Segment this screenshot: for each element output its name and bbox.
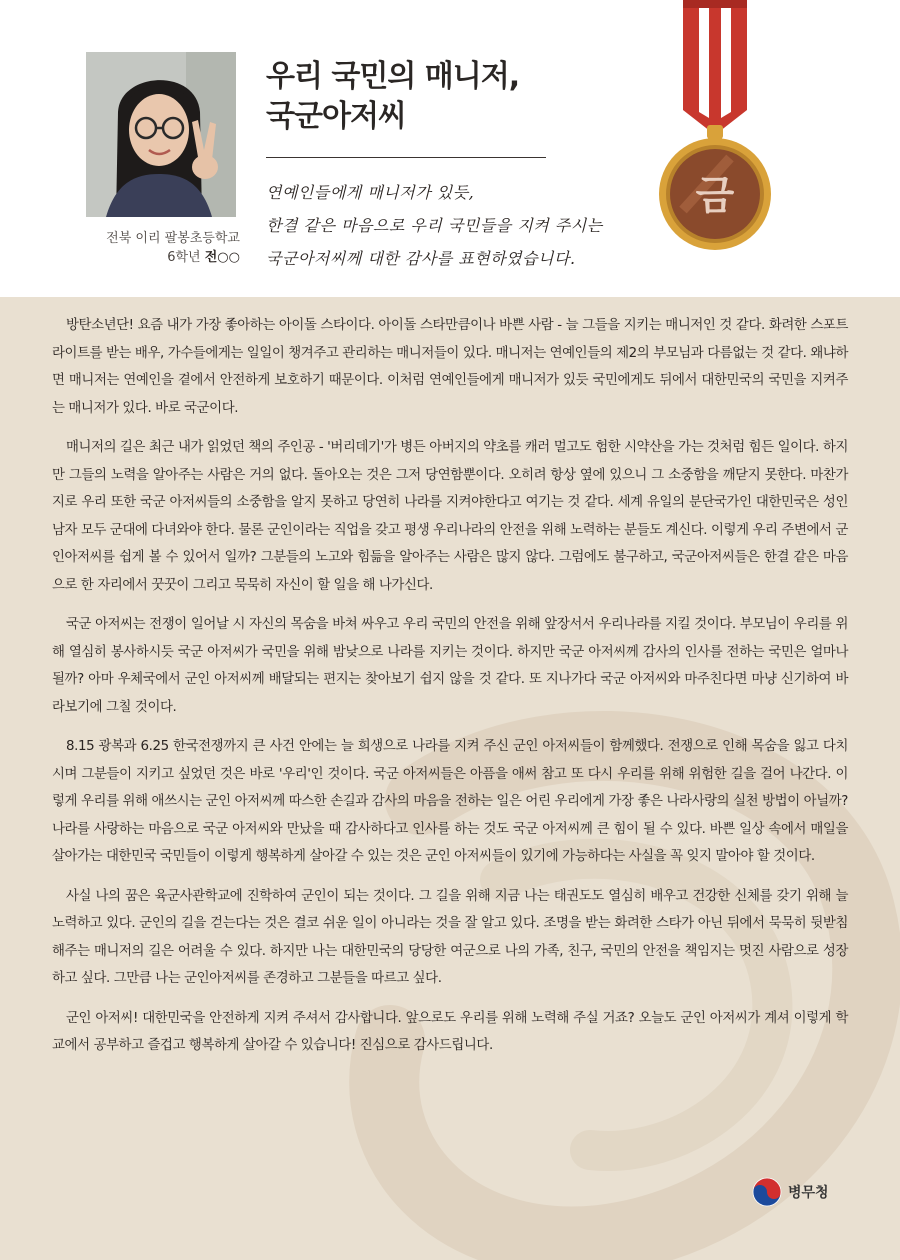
title-divider (266, 157, 546, 158)
paragraph-4: 8.15 광복과 6.25 한국전쟁까지 큰 사건 안에는 늘 희생으로 나라를 지켜 주신 군인 아저씨들이 함께했다. 전쟁으로 인해 목숨을 잃고 다치시며 그분들이 지키고 싶었던 것은 바로 '우리'인 것이다. 국군 아저씨들은 아픔을 애써 참고 또 다시 우리를 위해 위험한 길을 걸어 나간다. 이렇게 우리를 위해 애쓰시는 군인 아저씨께 따스한 손길과 감사의 마음을 전하는 일은 어린 우리에게 가장 좋은 나라사랑의 실천 방법이 아닐까? 나라를 사랑하는 마음으로 국군 아저씨와 만났을 때 감사하다고 인사를 하는 것도 국군 아저씨께 큰 힘이 될 수 있다. 바쁜 일상 속에서 매일을 살아가는 대한민국 국민들이 이렇게 행복하게 살아갈 수 있는 것은 군인 아저씨들이 있기에 가능하다는 사실을 꼭 잊지 말아야 할 것이다. (52, 739, 848, 864)
subtitle-line-1: 연예인들에게 매니저가 있듯, (266, 183, 475, 202)
paragraph-3: 국군 아저씨는 전쟁이 일어날 시 자신의 목숨을 바쳐 싸우고 우리 국민의 안전을 위해 앞장서서 우리나라를 지킬 것이다. 부모님이 우리를 위해 열심히 봉사하시듯 국군 아저씨가 국민을 위해 밤낮으로 나라를 지키는 것이다. 하지만 국군 아저씨께 감사의 인사를 전하는 국민은 얼마나 될까? 아마 우체국에서 군인 아저씨께 배달되는 편지는 찾아보기 쉽지 않을 것 같다. 또 지나가다 국군 아저씨와 마주친다면 마냥 신기하여 바라보기에 그칠 것이다. (52, 617, 848, 715)
paragraph-5: 사실 나의 꿈은 육군사관학교에 진학하여 군인이 되는 것이다. 그 길을 위해 지금 나는 태권도도 열심히 배우고 건강한 신체를 갖기 위해 늘 노력하고 있다. 군인의 길을 걷는다는 것은 결코 쉬운 일이 아니라는 것을 잘 알고 있다. 조명을 받는 화려한 스타가 아닌 뒤에서 묵묵히 뒷받침해주는 매니저의 길은 어려울 수 있다. 하지만 나는 대한민국의 당당한 여군으로 나의 가족, 친구, 국민의 안전을 책임지는 멋진 사람으로 성장하고 싶다. 그만큼 나는 군인아저씨를 존경하고 그분들을 따르고 싶다. (52, 888, 848, 986)
author-grade-name (60, 248, 240, 267)
title-line-2: 국군아저씨 (266, 99, 406, 134)
subtitle-line-3: 국군아저씨께 대한 감사를 표현하였습니다. (266, 249, 576, 268)
logo-text: 병무청 (788, 1185, 829, 1201)
paragraph-6: 군인 아저씨! 대한민국을 안전하게 지켜 주셔서 감사합니다. 앞으로도 우리를 위해 노력해 주실 거죠? 오늘도 군인 아저씨가 계셔 이렇게 학교에서 공부하고 즐겁고 행복하게 살아갈 수 있습니다! 진심으로 감사드립니다. (52, 1010, 848, 1053)
page-title (266, 57, 586, 137)
paragraph-2: 매니저의 길은 최근 내가 읽었던 책의 주인공 - '버리데기'가 병든 아버지의 약초를 캐러 멀고도 험한 시약산을 가는 것처럼 힘든 일이다. 하지만 그들의 노력을 알아주는 사람은 거의 없다. 돌아오는 것은 그저 당연함뿐이다. 오히려 항상 옆에 있으니 그 소중함을 깨닫지 못한다. 마찬가지로 우리 또한 국군 아저씨들의 소중함을 알지 못하고 당연히 나라를 지켜야한다고 여기는 것 같다. 세계 유일의 분단국가인 대한민국은 성인남자 모두 군대에 다녀와야 한다. 물론 군인이라는 직업을 갖고 평생 우리나라의 안전을 위해 노력하는 분들도 계신다. 이렇게 우리 주변에서 군인아저씨를 쉽게 볼 수 있어서 일까? 그분들의 노고와 힘듦을 알아주는 사람은 많지 않다. 그럼에도 불구하고, 국군아저씨들은 한결 같은 마음으로 한 자리에서 꿋꿋이 그리고 묵묵히 자신이 할 일을 해 나가신다. (52, 440, 848, 593)
mma-logo (752, 1177, 829, 1207)
author-name: 전○○ (204, 250, 240, 265)
essay-body (52, 312, 848, 1072)
author-school: 전북 이리 팔봉초등학교 (106, 231, 240, 246)
title-line-1: 우리 국민의 매니저, (266, 59, 520, 94)
paragraph-1: 방탄소년단! 요즘 내가 가장 좋아하는 아이돌 스타이다. 아이돌 스타만큼이나 바쁜 사람 - 늘 그들을 지키는 매니저인 것 같다. 화려한 스포트라이트를 받는 배우, 가수들에게는 일일이 챙겨주고 관리하는 매니저들이 있다. 매니저는 연예인들의 제2의 부모님과 다름없는 것 같다. 왜냐하면 매니저는 연예인을 곁에서 안전하게 보호하기 때문이다. 이처럼 연예인들에게 매니저가 있듯 국민에게도 뒤에서 대한민국의 국민을 지켜주는 매니저가 있다. 바로 국군이다. (52, 318, 848, 416)
author-grade: 6학년 (167, 250, 201, 265)
author-photo (86, 52, 236, 217)
taegeuk-icon (752, 1177, 782, 1207)
subtitle-line-2: 한결 같은 마음으로 우리 국민들을 지켜 주시는 (266, 216, 603, 235)
gold-medal-icon (655, 0, 775, 292)
medal-label: 금 (695, 173, 735, 219)
